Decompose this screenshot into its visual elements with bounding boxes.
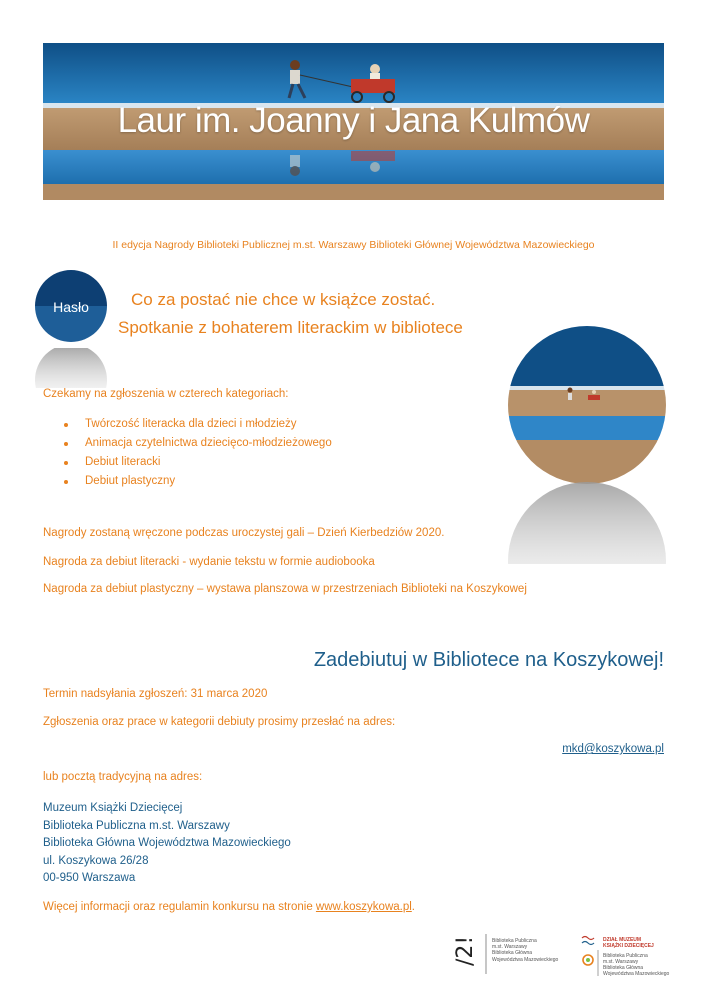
address-line: 00-950 Warszawa: [43, 872, 136, 884]
list-item: Animacja czytelnictwa dziecięco-młodzieżowego: [62, 434, 332, 453]
logo-line: KSIĄŻKI DZIECIĘCEJ: [603, 943, 654, 949]
logo-line: Biblioteka Publiczna: [492, 938, 537, 944]
submit-note: Zgłoszenia oraz prace w kategorii debiuty prosimy przesłać na adres:: [43, 716, 396, 728]
logo-line: Województwa Mazowieckiego: [603, 971, 670, 977]
website-link[interactable]: www.koszykowa.pl: [315, 901, 412, 913]
address-line: Biblioteka Główna Województwa Mazowieckiego: [43, 837, 291, 849]
haslo-label: Hasło: [53, 299, 89, 315]
logo-line: m.st. Warszawy: [492, 944, 528, 951]
logo-line: DZIAŁ MUZEUM: [603, 937, 642, 943]
address-line: Biblioteka Publiczna m.st. Warszawy: [43, 819, 230, 832]
categories-lead: Czekamy na zgłoszenia w czterech kategoriach:: [43, 388, 289, 400]
prize-literary-debut: Nagroda za debiut literacki - wydanie tekstu w formie audiobooka: [43, 556, 375, 568]
logo-line: Województwa Mazowieckiego: [492, 956, 559, 963]
beach-circle-photo: [508, 326, 666, 564]
haslo-badge-circle: [35, 270, 107, 388]
email-link[interactable]: mkd@koszykowa.pl: [562, 743, 664, 755]
headline: Zadebiutuj w Bibliotece na Koszykowej!: [313, 649, 664, 671]
slogan-line-1: Co za postać nie chce w książce zostać.: [131, 290, 436, 309]
prize-art-debut: Nagroda za debiut plastyczny – wystawa planszowa w przestrzeniach Biblioteki na Koszykowej: [43, 583, 527, 595]
postal-address: [43, 800, 291, 888]
more-info-text: Więcej informacji oraz regulamin konkursu na stronie: [43, 901, 316, 913]
logo-line: Biblioteka Główna: [492, 950, 533, 957]
categories-list: [62, 415, 332, 491]
logo-line: m.st. Warszawy: [603, 959, 639, 965]
banner-image: [43, 43, 664, 200]
address-line: Muzeum Książki Dziecięcej: [43, 802, 183, 814]
list-item: Debiut literacki: [62, 453, 332, 472]
svg-text:/2!: /2!: [453, 935, 478, 966]
logo-line: Biblioteka Główna: [603, 965, 644, 971]
slogan-line-2: Spotkanie z bohaterem literackim w bibliotece: [118, 318, 463, 337]
museum-logo-text: [603, 953, 669, 977]
more-info-suffix: .: [411, 901, 415, 913]
library-logo-text: [492, 938, 558, 963]
logo-line: Biblioteka Publiczna: [603, 953, 648, 959]
list-item: Twórczość literacka dla dzieci i młodzieży: [62, 415, 332, 434]
post-note: lub pocztą tradycyjną na adres:: [43, 771, 203, 783]
museum-logo-head: [603, 937, 654, 949]
more-info: [43, 901, 415, 913]
banner-title: Laur im. Joanny i Jana Kulmów: [117, 101, 590, 140]
deadline-text: Termin nadsyłania zgłoszeń: 31 marca 2020: [43, 688, 268, 700]
list-item: Debiut plastyczny: [62, 472, 332, 491]
address-line: ul. Koszykowa 26/28: [43, 854, 149, 867]
prize-gala-note: Nagrody zostaną wręczone podczas uroczystej gali – Dzień Kierbedziów 2020.: [43, 527, 445, 539]
edition-subtitle: II edycja Nagrody Biblioteki Publicznej m.st. Warszawy Biblioteki Głównej Województwa Mazowieckiego: [112, 239, 595, 251]
